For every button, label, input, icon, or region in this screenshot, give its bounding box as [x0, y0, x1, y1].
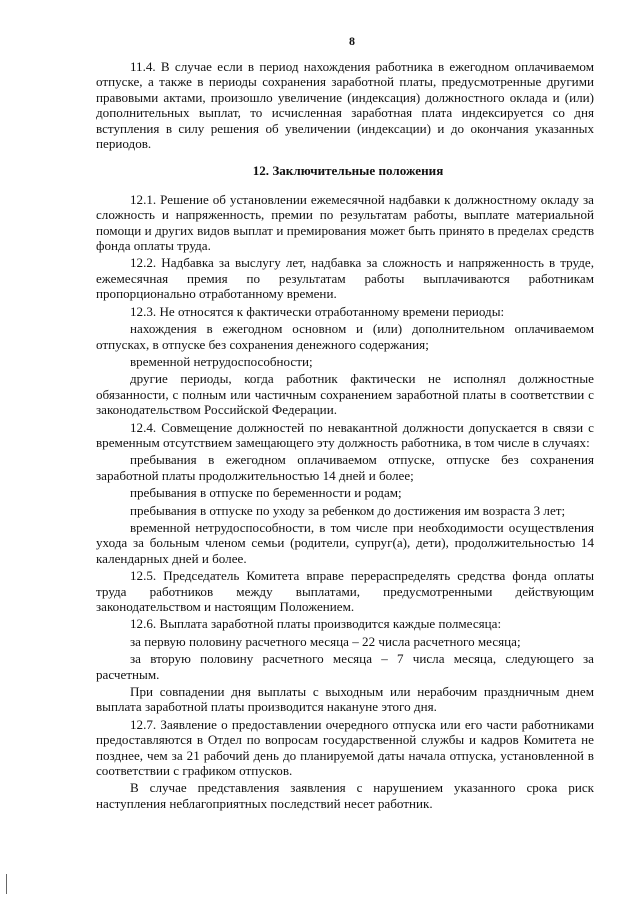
page-number: 8: [349, 34, 355, 48]
paragraph-12-7-note: В случае представления заявления с нарушением указанного срока риск наступления неблагоприятных последствий несет работник.: [96, 780, 594, 811]
section-title: 12. Заключительные положения: [252, 163, 444, 179]
paragraph-12-6-item-2: за вторую половину расчетного месяца – 7 числа месяца, следующего за расчетным.: [96, 651, 594, 682]
paragraph-12-4-item-1: пребывания в ежегодном оплачиваемом отпуске, отпуске без сохранения заработной платы продолжительностью 14 дней и более;: [96, 452, 594, 483]
paragraph-12-4-item-3: пребывания в отпуске по уходу за ребенком до достижения им возраста 3 лет;: [130, 502, 566, 518]
paragraph-12-3-item-3: другие периоды, когда работник фактически не исполнял должностные обязанности, с полным или частичным сохранением заработной платы в соответствии с законодательством Российской Федерации.: [96, 371, 594, 418]
paragraph-12-6-item-1: за первую половину расчетного месяца – 22 числа расчетного месяца;: [130, 633, 521, 649]
paragraph-12-3: 12.3. Не относятся к фактически отработанному времени периоды:: [130, 303, 505, 319]
paragraph-11-4: 11.4. В случае если в период нахождения работника в ежегодном оплачиваемом отпуске, а также в периоды сохранения заработной платы, предусмотренные другими правовыми актами, произошло увеличение (индексация) должностного оклада и (или) дополнительных выплат, то исчисленная заработная плата индексируется со дня вступления в силу решения об увеличении (индексации) и до окончания указанных периодов.: [96, 59, 594, 152]
paragraph-12-4: 12.4. Совмещение должностей по невакантной должности допускается в связи с временным отсутствием замещающего эту должность работника, в том числе в случаях:: [96, 419, 594, 450]
paragraph-12-7: 12.7. Заявление о предоставлении очередного отпуска или его части работниками предоставляются в Отдел по вопросам государственной службы и кадров Комитета не позднее, чем за 21 рабочий день до планируемой даты начала отпуска, установленной в соответствии с графиком отпусков.: [96, 716, 594, 779]
paragraph-12-2: 12.2. Надбавка за выслугу лет, надбавка за сложность и напряженность в труде, ежемесячная премия по результатам работы выплачиваются работникам пропорционально отработанному времени.: [96, 255, 594, 302]
scan-edge-mark: [6, 874, 7, 894]
paragraph-12-1: 12.1. Решение об установлении ежемесячной надбавки к должностному окладу за сложность и напряженность, премии по результатам работы, выплате материальной помощи и других видов выплат и премирования может быть принято в пределах средств фонда оплаты труда.: [96, 191, 594, 254]
paragraph-12-3-item-2: временной нетрудоспособности;: [130, 353, 313, 369]
paragraph-12-5: 12.5. Председатель Комитета вправе перераспределять средства фонда оплаты труда работников между выплатами, предусмотренными действующим законодательством и настоящим Положением.: [96, 568, 594, 614]
paragraph-12-6: 12.6. Выплата заработной платы производится каждые полмесяца:: [130, 616, 502, 632]
paragraph-12-6-note: При совпадении дня выплаты с выходным или нерабочим праздничным днем выплата заработной платы производится накануне этого дня.: [96, 684, 594, 715]
paragraph-12-4-item-2: пребывания в отпуске по беременности и родам;: [130, 485, 402, 501]
paragraph-12-4-item-4: временной нетрудоспособности, в том числе при необходимости осуществления ухода за больным членом семьи (родители, супруг(а), дети), продолжительностью 14 календарных дней и более.: [96, 519, 594, 566]
paragraph-12-3-item-1: нахождения в ежегодном основном и (или) дополнительном оплачиваемом отпусках, в отпуске без сохранения денежного содержания;: [96, 321, 594, 352]
